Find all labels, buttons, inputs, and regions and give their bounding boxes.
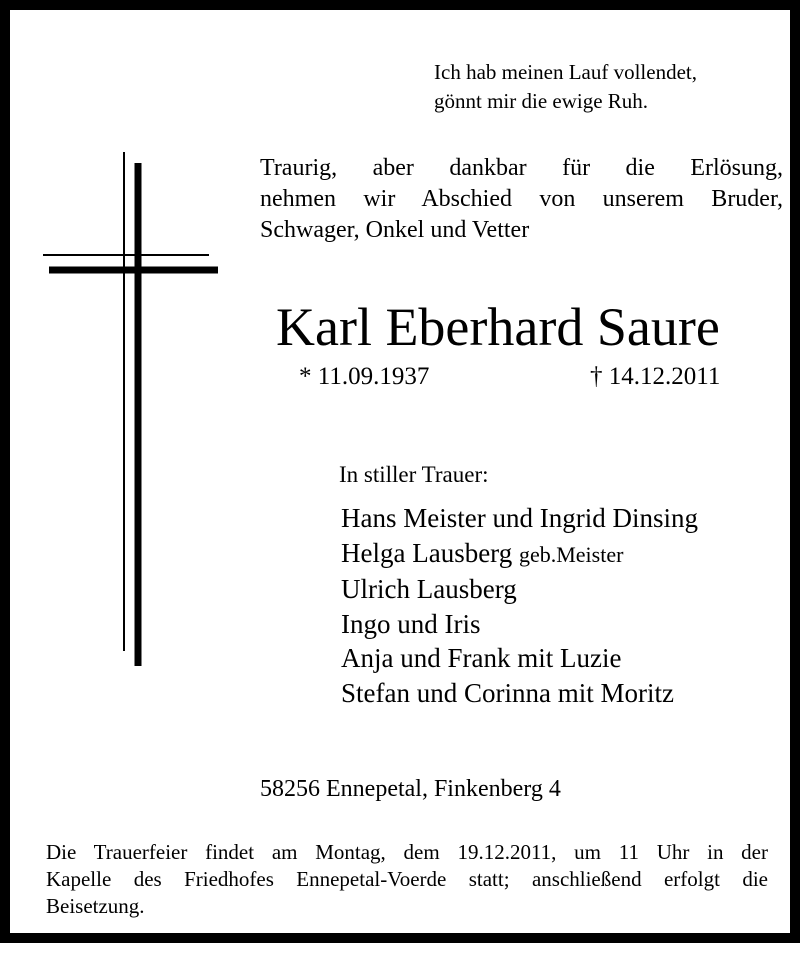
verse-line: Ich hab meinen Lauf vollendet, bbox=[434, 60, 697, 84]
verse-line: gönnt mir die ewige Ruh. bbox=[434, 89, 649, 113]
mourning-heading: In stiller Trauer: bbox=[339, 462, 489, 487]
mourner-name: Anja und Frank mit Luzie bbox=[341, 643, 622, 673]
death-date: † 14.12.2011 bbox=[590, 363, 721, 390]
mourner-item bbox=[341, 607, 698, 642]
funeral-notice bbox=[46, 839, 768, 920]
mourner-name: Ingo und Iris bbox=[341, 608, 481, 639]
mourner-item bbox=[341, 501, 698, 536]
mourner-name: Ulrich Lausberg bbox=[341, 574, 517, 604]
mourner-maiden-name: geb.Meister bbox=[518, 541, 624, 567]
mourner-item bbox=[341, 641, 698, 676]
mourner-name: Helga Lausberg bbox=[341, 537, 519, 568]
intro-line: Traurig, aber dankbar für die Erlösung, bbox=[260, 155, 783, 181]
mourner-item bbox=[341, 536, 698, 573]
mourner-item bbox=[341, 676, 698, 711]
intro-line: nehmen wir Abschied von unserem Bruder, bbox=[260, 186, 783, 212]
birth-date: * 11.09.1937 bbox=[299, 363, 430, 390]
mourners-list bbox=[341, 501, 698, 710]
notice-line: Kapelle des Friedhofes Ennepetal-Voerde statt; anschließend erfolgt die bbox=[46, 867, 768, 891]
mourner-name: Stefan und Corinna mit Moritz bbox=[341, 677, 674, 708]
intro-line: Schwager, Onkel und Vetter bbox=[260, 217, 530, 243]
mourner-item bbox=[341, 572, 698, 607]
intro-text bbox=[260, 153, 783, 246]
mourner-name: Hans Meister und Ingrid Dinsing bbox=[341, 503, 698, 533]
notice-line: Die Trauerfeier findet am Montag, dem 19.12.2011, um 11 Uhr in der bbox=[46, 840, 768, 864]
verse bbox=[434, 58, 697, 116]
notice-line: Beisetzung. bbox=[46, 894, 145, 918]
address: 58256 Ennepetal, Finkenberg 4 bbox=[260, 776, 561, 802]
deceased-name: Karl Eberhard Saure bbox=[276, 297, 720, 357]
